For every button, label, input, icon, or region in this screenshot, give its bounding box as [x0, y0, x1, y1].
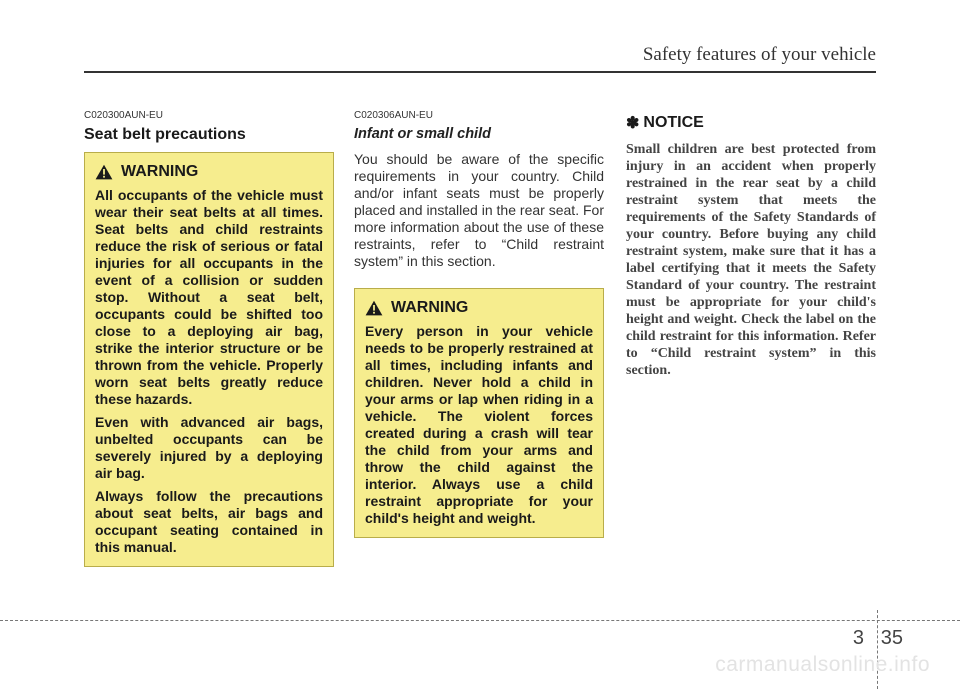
- column-infant-or-small-child: [354, 110, 604, 538]
- warning-paragraph: All occupants of the vehicle must wear their seat belts at all times. Seat belts and child restraints reduce the risk of serious or fatal injuries for all occupants in the event of a collision or sudden stop. Without a seat belt, occupants could be shifted too close to a deploying air bag, strike the interior structure or be thrown from the vehicle. Properly worn seat belts greatly reduce these hazards.: [95, 187, 323, 407]
- warning-triangle-icon: [365, 300, 383, 316]
- page-header-title: Safety features of your vehicle: [642, 44, 876, 65]
- page-number: 35: [880, 627, 903, 649]
- warning-label: WARNING: [391, 299, 469, 316]
- chapter-number: 3: [852, 627, 864, 649]
- column-notice: [626, 110, 876, 379]
- notice-body: Small children are best protected from injury in an accident when properly restrained in the rear seat by a child restraint system that meets the requirements of the Safety Standards of your country. Before buying any child restraint system, make sure that it has a label certifying that it meets the Safety Standard of your country. The restraint must be appropriate for your child's height and weight. Check the label on the child restraint for this information. Refer to “Child restraint system” in this section.: [626, 142, 876, 378]
- section-body: You should be aware of the specific requirements in your country. Child and/or infant seats must be properly placed and installed in the rear seat. For more information about the use of these restraints, refer to “Child restraint system” in this section.: [354, 151, 604, 269]
- warning-paragraph: Every person in your vehicle needs to be properly restrained at all times, including infants and children. Never hold a child in your arms or lap when riding in a vehicle. The violent forces created during a crash will tear the child from your arms and throw the child against the interior. Always use a child restraint appropriate for your child's height and weight.: [365, 323, 593, 526]
- section-subtitle: Infant or small child: [354, 126, 491, 142]
- notice-star-icon: ✽: [626, 115, 640, 132]
- warning-label: WARNING: [121, 163, 199, 180]
- watermark-text: carmanualsonline.info: [715, 653, 930, 676]
- warning-box: [354, 288, 604, 538]
- footer-rule: [0, 620, 960, 621]
- warning-paragraph: Even with advanced air bags, unbelted occupants can be severely injured by a deploying air bag.: [95, 414, 323, 481]
- warning-heading: [365, 299, 593, 317]
- section-code: C020300AUN-EU: [84, 110, 163, 121]
- warning-triangle-icon: [95, 164, 113, 180]
- column-seat-belt-precautions: [84, 110, 334, 567]
- footer-divider: [877, 610, 878, 689]
- warning-box: [84, 152, 334, 567]
- section-code: C020306AUN-EU: [354, 110, 433, 121]
- warning-paragraph: Always follow the precautions about seat belts, air bags and occupant seating contained in this manual.: [95, 488, 323, 555]
- notice-label: NOTICE: [643, 114, 704, 131]
- section-title: Seat belt precautions: [84, 126, 246, 143]
- notice-heading: [626, 113, 876, 133]
- warning-heading: [95, 163, 323, 181]
- header-rule: [84, 71, 876, 73]
